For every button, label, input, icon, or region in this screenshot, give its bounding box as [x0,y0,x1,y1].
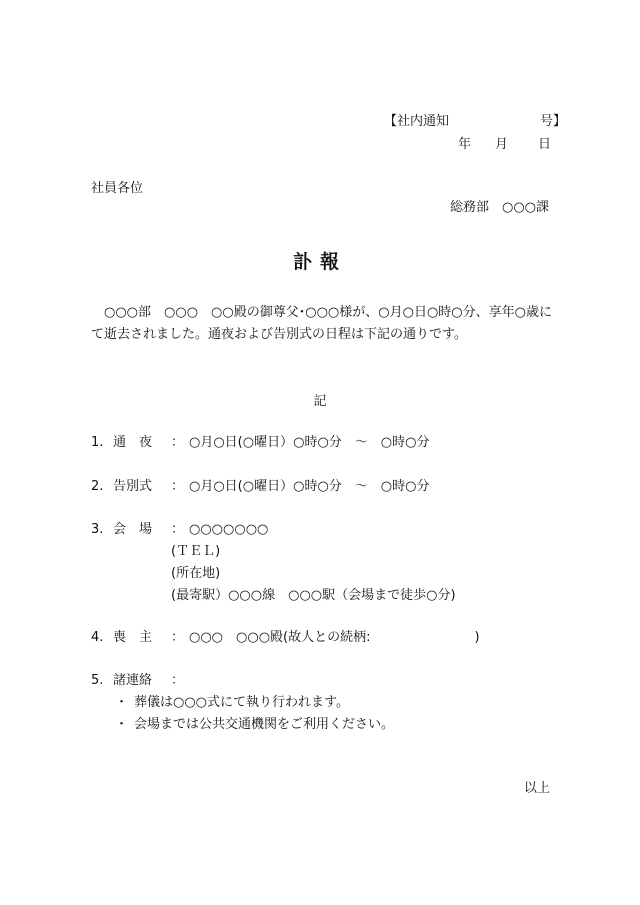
item-wake [91,431,429,450]
item-label: 喪 主 [113,630,153,645]
item-separator: ： [171,435,185,450]
date-month: 月 [495,137,509,152]
item-number: 1. [91,435,104,450]
ki-heading: 記 [313,394,327,409]
item-contact-notes [91,669,189,688]
item-label: 諸連絡 [113,673,153,688]
item-value: ○○○ ○○○殿(故人との続柄: ) [189,630,480,645]
date-day: 日 [538,137,552,152]
item-value: ○月○日(○曜日）○時○分 ～ ○時○分 [189,435,430,450]
venue-nearest-station: (最寄駅）○○○線 ○○○駅（会場まで徒歩○分) [171,588,456,603]
bullet-point: ・ [115,695,129,710]
item-label: 通 夜 [113,435,153,450]
date-line [458,133,551,152]
item-number: 2. [91,479,104,494]
bullet-point: ・ [115,717,129,732]
date-year: 年 [458,137,472,152]
note-item [115,713,394,732]
item-value: ○○○○○○○ [189,522,269,537]
note-text: 会場までは公共交通機関をご利用ください。 [134,717,395,732]
item-value: ○月○日(○曜日）○時○分 ～ ○時○分 [189,479,430,494]
item-separator: ： [171,522,185,537]
item-label: 告別式 [113,479,153,494]
item-separator: ： [171,630,185,645]
item-number: 5. [91,673,104,688]
closing-word: 以上 [524,781,551,796]
item-venue [91,518,268,537]
item-separator: ： [171,673,185,688]
item-separator: ： [171,479,185,494]
venue-address: (所在地) [171,566,221,581]
item-chief-mourner [91,626,480,645]
item-number: 3. [91,522,104,537]
announcement-body: ○○○部 ○○○ ○○殿の御尊父･○○○様が、○月○日○時○分、享年○歳にて逝去されました。通夜および告別式の日程は下記の通りです。 [91,305,552,342]
notice-reference: 【社内通知 号】 [384,114,567,129]
venue-tel: (ＴＥＬ) [171,544,221,559]
item-number: 4. [91,630,104,645]
item-funeral [91,475,429,494]
sender: 総務部 ○○○課 [450,200,550,215]
item-label: 会 場 [113,522,153,537]
note-item [115,691,349,710]
note-text: 葬儀は○○○式にて執り行われます。 [134,695,349,710]
recipient: 社員各位 [91,181,144,196]
document-title: 訃報 [292,251,347,273]
